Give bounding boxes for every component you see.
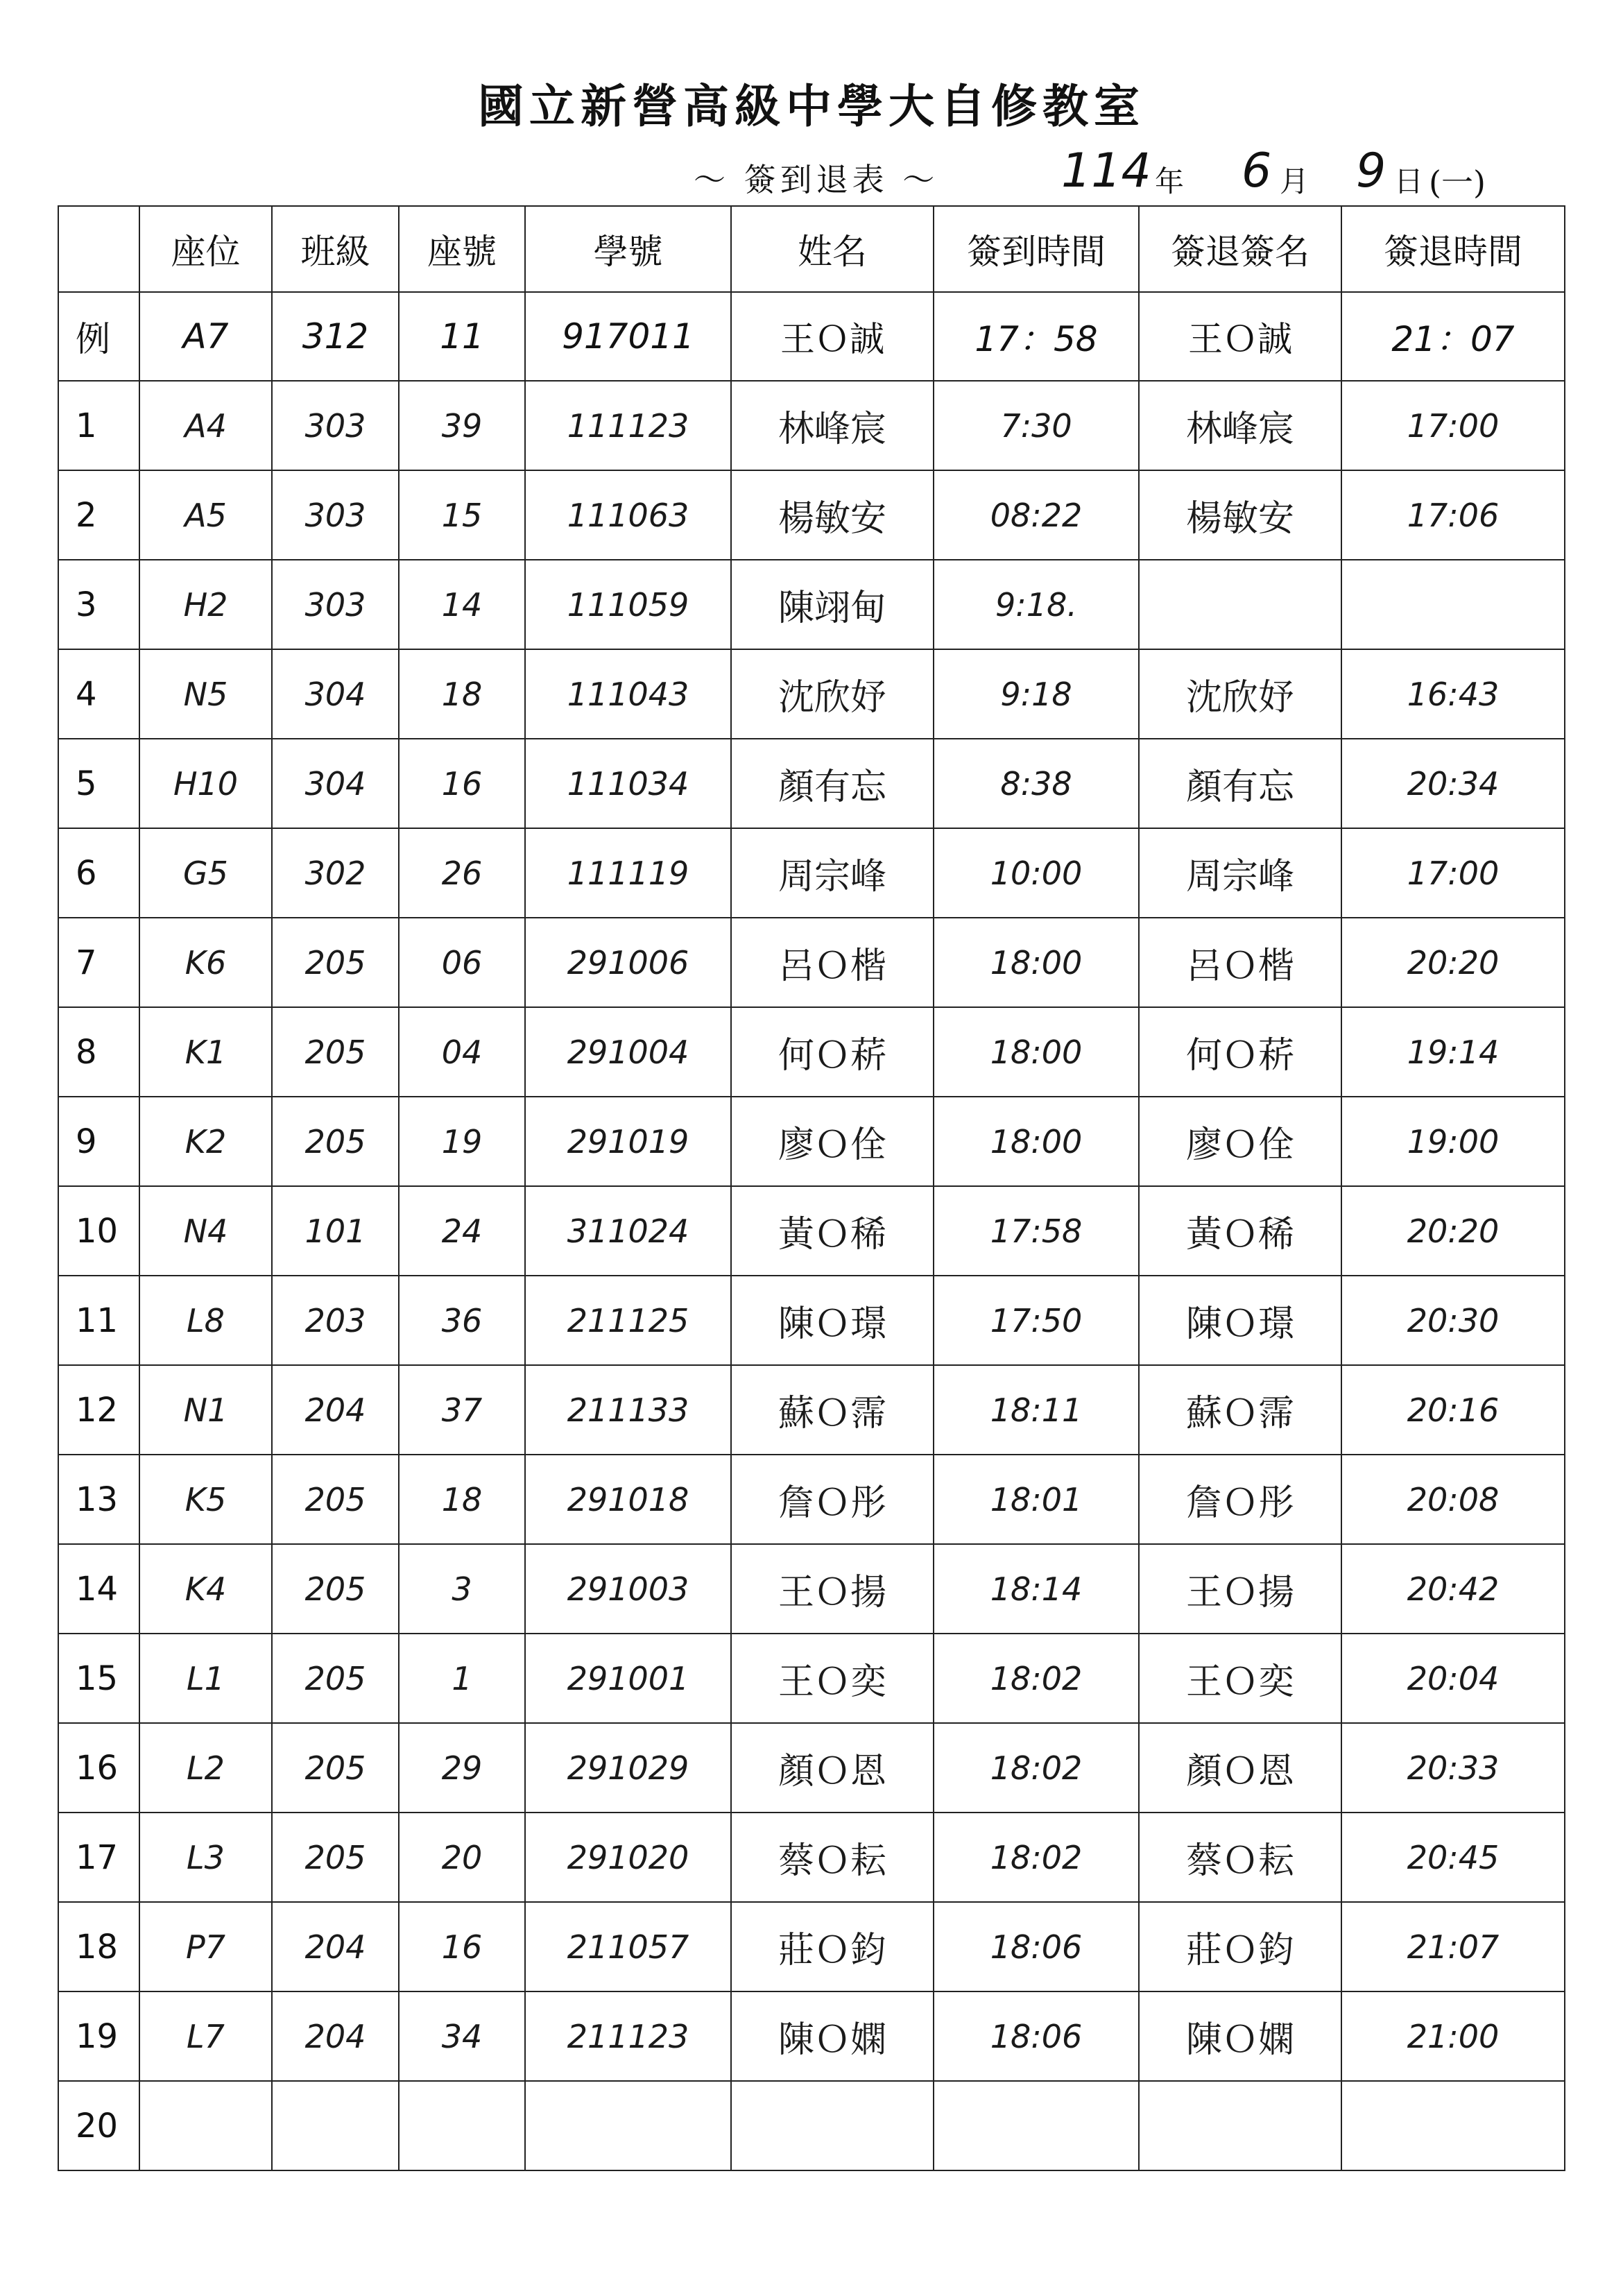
checkout-time-cell: 20:04: [1341, 1634, 1565, 1723]
checkout-time-cell: 20:33: [1341, 1723, 1565, 1813]
name-signature-cell: 蔡Ｏ耘: [731, 1813, 934, 1902]
header-index: [58, 206, 139, 292]
student-id-cell: 111119: [525, 828, 731, 918]
row-index: 15: [58, 1634, 139, 1723]
date-day-label: 日: [1394, 164, 1424, 198]
row-index: 16: [58, 1723, 139, 1813]
checkin-time-cell: 9:18.: [934, 560, 1139, 649]
class-cell: 205: [272, 1544, 399, 1634]
row-index: 8: [58, 1007, 139, 1097]
sheet-subtitle: ～ 簽到退表 ～: [694, 161, 939, 198]
checkin-time-cell: 18:06: [934, 1991, 1139, 2081]
student-id-cell: 291018: [525, 1455, 731, 1544]
name-signature-cell: [731, 2081, 934, 2170]
checkout-time-cell: 19:14: [1341, 1007, 1565, 1097]
seat-number-cell: 06: [399, 918, 525, 1007]
row-index: 9: [58, 1097, 139, 1186]
name-signature-cell: 莊Ｏ鈞: [731, 1902, 934, 1991]
checkin-time-cell: 18:11: [934, 1365, 1139, 1455]
date-year-label: 年: [1155, 164, 1185, 198]
example-checkout: 21：07: [1341, 292, 1565, 381]
checkin-time-cell: [934, 2081, 1139, 2170]
seat-number-cell: 16: [399, 1902, 525, 1991]
signout-signature-cell: 王Ｏ揚: [1139, 1544, 1341, 1634]
seat-cell: K4: [139, 1544, 272, 1634]
seat-number-cell: 19: [399, 1097, 525, 1186]
class-cell: 203: [272, 1276, 399, 1365]
row-index: 20: [58, 2081, 139, 2170]
name-signature-cell: 陳Ｏ嫻: [731, 1991, 934, 2081]
table-row: [58, 1186, 1565, 1276]
student-id-cell: 291019: [525, 1097, 731, 1186]
signout-signature-cell: 詹Ｏ彤: [1139, 1455, 1341, 1544]
checkout-time-cell: 20:34: [1341, 739, 1565, 828]
class-cell: 204: [272, 1991, 399, 2081]
checkout-time-cell: [1341, 2081, 1565, 2170]
name-signature-cell: 王Ｏ揚: [731, 1544, 934, 1634]
example-class: 312: [272, 292, 399, 381]
checkout-time-cell: 21:00: [1341, 1991, 1565, 2081]
table-row: [58, 470, 1565, 560]
row-index: 1: [58, 381, 139, 470]
table-row: [58, 1813, 1565, 1902]
header-checkout-time: 簽退時間: [1341, 206, 1565, 292]
class-cell: 204: [272, 1365, 399, 1455]
checkout-time-cell: 17:00: [1341, 828, 1565, 918]
table-row: [58, 1902, 1565, 1991]
class-cell: 303: [272, 381, 399, 470]
header-seat: 座位: [139, 206, 272, 292]
row-index: 11: [58, 1276, 139, 1365]
example-number: 11: [399, 292, 525, 381]
checkout-time-cell: 20:20: [1341, 918, 1565, 1007]
class-cell: 205: [272, 1097, 399, 1186]
seat-cell: K1: [139, 1007, 272, 1097]
student-id-cell: 291006: [525, 918, 731, 1007]
seat-number-cell: 04: [399, 1007, 525, 1097]
student-id-cell: 291020: [525, 1813, 731, 1902]
table-row: [58, 1365, 1565, 1455]
seat-cell: G5: [139, 828, 272, 918]
class-cell: 205: [272, 918, 399, 1007]
date-year: 114: [1061, 144, 1151, 198]
table-row: [58, 1723, 1565, 1813]
student-id-cell: 211057: [525, 1902, 731, 1991]
signout-signature-cell: 楊敏安: [1139, 470, 1341, 560]
seat-number-cell: 36: [399, 1276, 525, 1365]
class-cell: 205: [272, 1634, 399, 1723]
signout-signature-cell: 蘇Ｏ霈: [1139, 1365, 1341, 1455]
checkin-time-cell: 9:18: [934, 649, 1139, 739]
seat-cell: P7: [139, 1902, 272, 1991]
checkin-time-cell: 7:30: [934, 381, 1139, 470]
checkout-time-cell: 20:42: [1341, 1544, 1565, 1634]
checkin-time-cell: 18:02: [934, 1723, 1139, 1813]
checkin-time-cell: 10:00: [934, 828, 1139, 918]
header-signout-signature: 簽退簽名: [1139, 206, 1341, 292]
checkin-time-cell: 18:06: [934, 1902, 1139, 1991]
seat-cell: K2: [139, 1097, 272, 1186]
student-id-cell: 111063: [525, 470, 731, 560]
class-cell: 205: [272, 1455, 399, 1544]
example-label: 例: [58, 292, 139, 381]
checkin-time-cell: 17:58: [934, 1186, 1139, 1276]
signout-signature-cell: 蔡Ｏ耘: [1139, 1813, 1341, 1902]
checkin-time-cell: 18:00: [934, 918, 1139, 1007]
row-index: 19: [58, 1991, 139, 2081]
name-signature-cell: 蘇Ｏ霈: [731, 1365, 934, 1455]
seat-number-cell: 37: [399, 1365, 525, 1455]
class-cell: 303: [272, 470, 399, 560]
signout-signature-cell: 周宗峰: [1139, 828, 1341, 918]
table-row: [58, 1097, 1565, 1186]
class-cell: 302: [272, 828, 399, 918]
seat-cell: N4: [139, 1186, 272, 1276]
student-id-cell: 291004: [525, 1007, 731, 1097]
student-id-cell: 111034: [525, 739, 731, 828]
seat-number-cell: 15: [399, 470, 525, 560]
row-index: 4: [58, 649, 139, 739]
seat-cell: K5: [139, 1455, 272, 1544]
checkin-time-cell: 18:02: [934, 1813, 1139, 1902]
student-id-cell: 291029: [525, 1723, 731, 1813]
date-day: 9: [1356, 144, 1386, 198]
seat-cell: [139, 2081, 272, 2170]
checkin-time-cell: 18:00: [934, 1007, 1139, 1097]
row-index: 18: [58, 1902, 139, 1991]
signout-signature-cell: [1139, 2081, 1341, 2170]
table-row: [58, 828, 1565, 918]
name-signature-cell: 詹Ｏ彤: [731, 1455, 934, 1544]
student-id-cell: 211123: [525, 1991, 731, 2081]
signout-signature-cell: 廖Ｏ佺: [1139, 1097, 1341, 1186]
row-index: 3: [58, 560, 139, 649]
signout-signature-cell: 林峰宸: [1139, 381, 1341, 470]
name-signature-cell: 周宗峰: [731, 828, 934, 918]
name-signature-cell: 林峰宸: [731, 381, 934, 470]
seat-number-cell: 16: [399, 739, 525, 828]
checkout-time-cell: 20:45: [1341, 1813, 1565, 1902]
signout-signature-cell: 王Ｏ奕: [1139, 1634, 1341, 1723]
checkout-time-cell: 17:00: [1341, 381, 1565, 470]
table-row: [58, 1007, 1565, 1097]
signout-signature-cell: 顏有忘: [1139, 739, 1341, 828]
seat-cell: L7: [139, 1991, 272, 2081]
checkout-time-cell: 20:08: [1341, 1455, 1565, 1544]
checkin-time-cell: 18:14: [934, 1544, 1139, 1634]
signout-signature-cell: 陳Ｏ璟: [1139, 1276, 1341, 1365]
row-index: 2: [58, 470, 139, 560]
seat-cell: K6: [139, 918, 272, 1007]
table-row: [58, 560, 1565, 649]
signout-signature-cell: 沈欣妤: [1139, 649, 1341, 739]
row-index: 13: [58, 1455, 139, 1544]
seat-number-cell: 34: [399, 1991, 525, 2081]
header-checkin-time: 簽到時間: [934, 206, 1139, 292]
seat-number-cell: [399, 2081, 525, 2170]
table-row: [58, 1634, 1565, 1723]
checkin-time-cell: 18:00: [934, 1097, 1139, 1186]
header-student-id: 學號: [525, 206, 731, 292]
seat-cell: A5: [139, 470, 272, 560]
table-row: [58, 381, 1565, 470]
checkout-time-cell: [1341, 560, 1565, 649]
row-index: 14: [58, 1544, 139, 1634]
signout-signature-cell: 何Ｏ菥: [1139, 1007, 1341, 1097]
class-cell: 205: [272, 1723, 399, 1813]
checkout-time-cell: 21:07: [1341, 1902, 1565, 1991]
header-class: 班級: [272, 206, 399, 292]
table-row: [58, 1276, 1565, 1365]
checkout-time-cell: 20:16: [1341, 1365, 1565, 1455]
class-cell: 303: [272, 560, 399, 649]
header-seat-number: 座號: [399, 206, 525, 292]
checkout-time-cell: 16:43: [1341, 649, 1565, 739]
student-id-cell: 291001: [525, 1634, 731, 1723]
signout-signature-cell: [1139, 560, 1341, 649]
table-row: [58, 1544, 1565, 1634]
name-signature-cell: 陳翊甸: [731, 560, 934, 649]
seat-cell: N1: [139, 1365, 272, 1455]
signout-signature-cell: 黃Ｏ稀: [1139, 1186, 1341, 1276]
row-index: 7: [58, 918, 139, 1007]
example-seat: A7: [139, 292, 272, 381]
table-row: [58, 1455, 1565, 1544]
name-signature-cell: 呂Ｏ楷: [731, 918, 934, 1007]
row-index: 6: [58, 828, 139, 918]
checkin-time-cell: 17:50: [934, 1276, 1139, 1365]
seat-number-cell: 20: [399, 1813, 525, 1902]
signin-table: [58, 205, 1565, 2171]
signout-signature-cell: 陳Ｏ嫻: [1139, 1991, 1341, 2081]
example-student-id: 917011: [525, 292, 731, 381]
seat-cell: L3: [139, 1813, 272, 1902]
table-row: [58, 739, 1565, 828]
row-index: 12: [58, 1365, 139, 1455]
table-row: [58, 649, 1565, 739]
checkin-time-cell: 8:38: [934, 739, 1139, 828]
seat-number-cell: 1: [399, 1634, 525, 1723]
seat-cell: H2: [139, 560, 272, 649]
header-name: 姓名: [731, 206, 934, 292]
row-index: 17: [58, 1813, 139, 1902]
name-signature-cell: 陳Ｏ璟: [731, 1276, 934, 1365]
sheet-title: 國立新營高級中學大自修教室: [478, 79, 1145, 133]
date-month: 6: [1242, 144, 1272, 198]
name-signature-cell: 沈欣妤: [731, 649, 934, 739]
seat-number-cell: 18: [399, 649, 525, 739]
class-cell: 205: [272, 1007, 399, 1097]
class-cell: 304: [272, 649, 399, 739]
name-signature-cell: 王Ｏ奕: [731, 1634, 934, 1723]
table-row: [58, 2081, 1565, 2170]
checkout-time-cell: 20:20: [1341, 1186, 1565, 1276]
checkout-time-cell: 20:30: [1341, 1276, 1565, 1365]
student-id-cell: [525, 2081, 731, 2170]
header-row: [58, 206, 1565, 292]
signout-signature-cell: 莊Ｏ鈞: [1139, 1902, 1341, 1991]
seat-cell: L2: [139, 1723, 272, 1813]
subtitle-row: [0, 144, 1623, 205]
student-id-cell: 111043: [525, 649, 731, 739]
checkin-time-cell: 18:01: [934, 1455, 1139, 1544]
seat-number-cell: 26: [399, 828, 525, 918]
seat-number-cell: 3: [399, 1544, 525, 1634]
name-signature-cell: 顏Ｏ恩: [731, 1723, 934, 1813]
seat-cell: L1: [139, 1634, 272, 1723]
class-cell: 101: [272, 1186, 399, 1276]
row-index: 5: [58, 739, 139, 828]
table-row: [58, 918, 1565, 1007]
seat-number-cell: 18: [399, 1455, 525, 1544]
seat-cell: A4: [139, 381, 272, 470]
seat-cell: L8: [139, 1276, 272, 1365]
name-signature-cell: 何Ｏ菥: [731, 1007, 934, 1097]
seat-cell: N5: [139, 649, 272, 739]
date-month-label: 月: [1280, 164, 1309, 198]
example-signout-signature: 王Ｏ誠: [1139, 292, 1341, 381]
student-id-cell: 291003: [525, 1544, 731, 1634]
student-id-cell: 211133: [525, 1365, 731, 1455]
table-row: [58, 1991, 1565, 2081]
student-id-cell: 211125: [525, 1276, 731, 1365]
name-signature-cell: 黃Ｏ稀: [731, 1186, 934, 1276]
checkout-time-cell: 17:06: [1341, 470, 1565, 560]
row-index: 10: [58, 1186, 139, 1276]
seat-number-cell: 39: [399, 381, 525, 470]
seat-number-cell: 14: [399, 560, 525, 649]
name-signature-cell: 廖Ｏ佺: [731, 1097, 934, 1186]
signout-signature-cell: 呂Ｏ楷: [1139, 918, 1341, 1007]
name-signature-cell: 顏有忘: [731, 739, 934, 828]
signout-signature-cell: 顏Ｏ恩: [1139, 1723, 1341, 1813]
class-cell: 205: [272, 1813, 399, 1902]
checkin-time-cell: 18:02: [934, 1634, 1139, 1723]
seat-cell: H10: [139, 739, 272, 828]
example-name: 王Ｏ誠: [731, 292, 934, 381]
checkout-time-cell: 19:00: [1341, 1097, 1565, 1186]
class-cell: [272, 2081, 399, 2170]
student-id-cell: 111059: [525, 560, 731, 649]
class-cell: 304: [272, 739, 399, 828]
seat-number-cell: 24: [399, 1186, 525, 1276]
student-id-cell: 111123: [525, 381, 731, 470]
example-row: [58, 292, 1565, 381]
example-checkin: 17：58: [934, 292, 1139, 381]
class-cell: 204: [272, 1902, 399, 1991]
seat-number-cell: 29: [399, 1723, 525, 1813]
checkin-time-cell: 08:22: [934, 470, 1139, 560]
name-signature-cell: 楊敏安: [731, 470, 934, 560]
student-id-cell: 311024: [525, 1186, 731, 1276]
date-weekday: (一): [1429, 164, 1486, 201]
